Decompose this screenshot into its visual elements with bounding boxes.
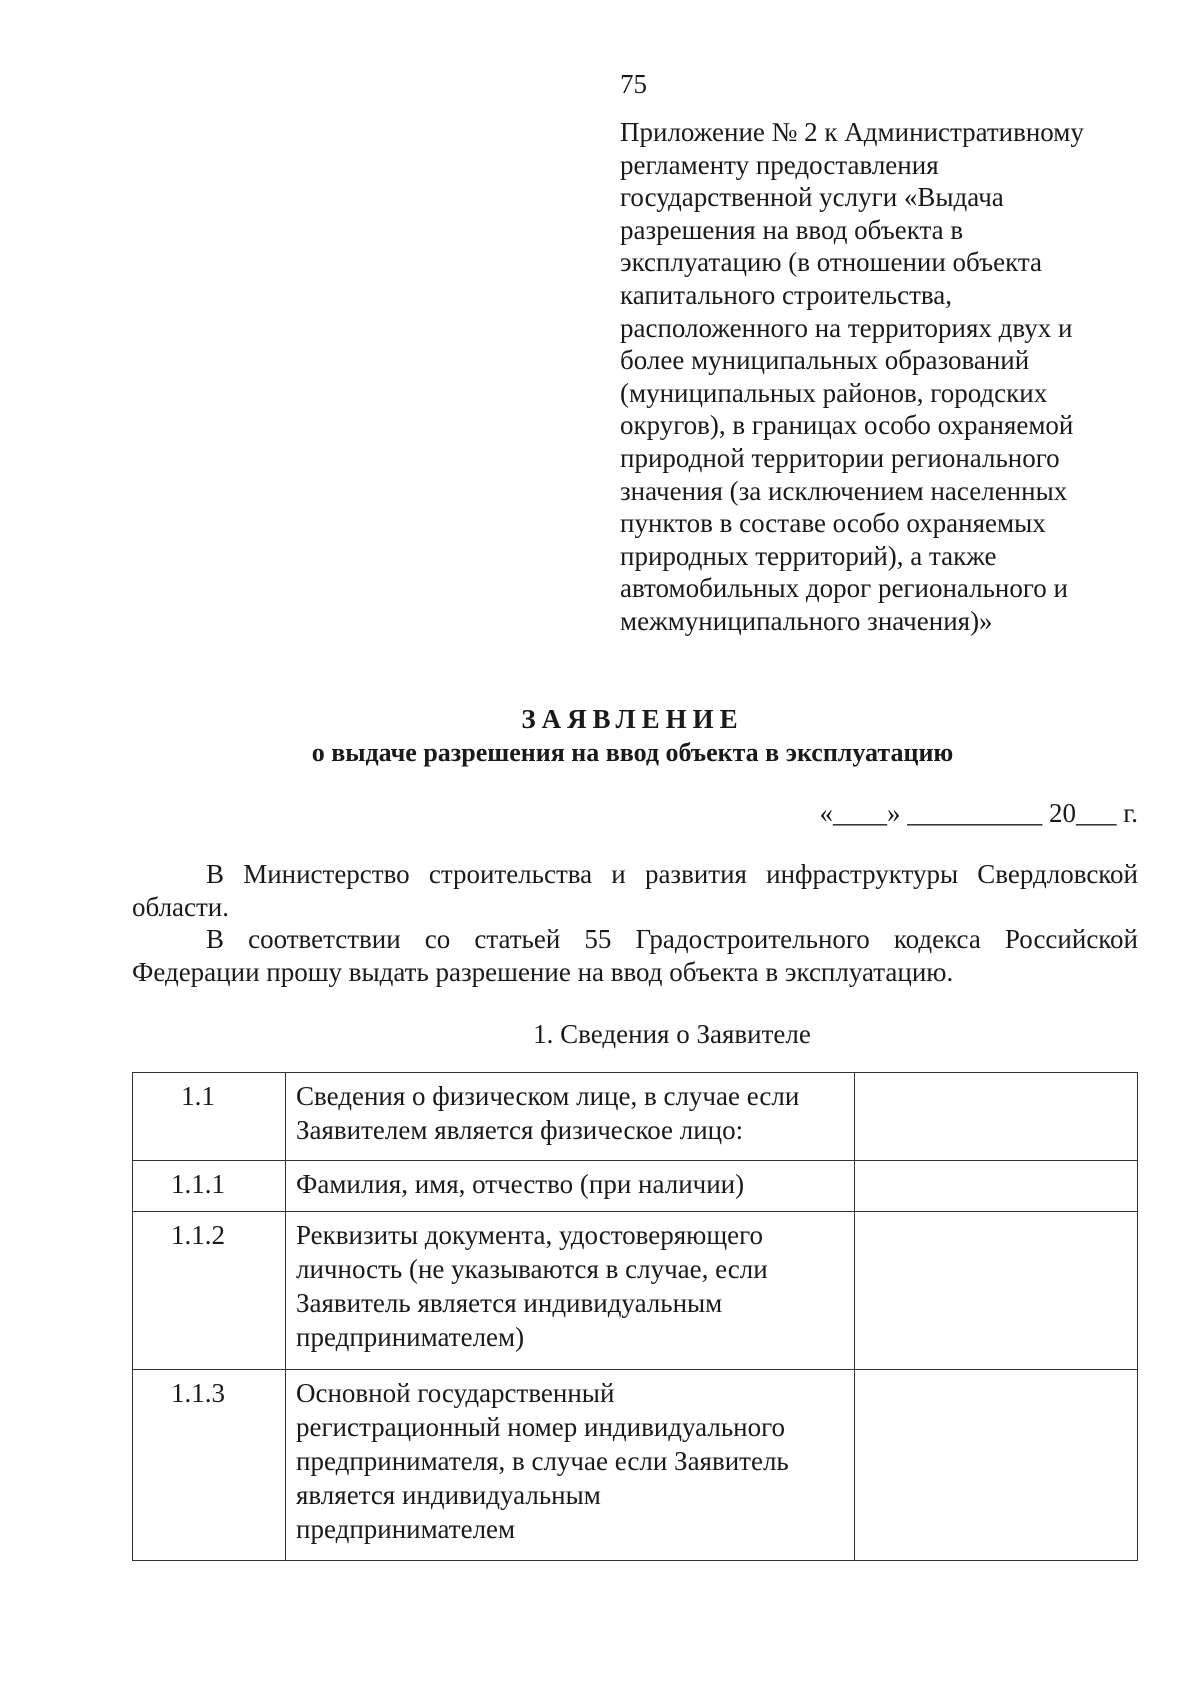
row-description-line: Заявитель является индивидуальным <box>296 1288 723 1318</box>
applicant-info-table <box>132 1072 1138 1561</box>
row-description-line: предпринимателя, в случае если Заявитель <box>296 1446 789 1476</box>
appendix-line: более муниципальных образований <box>620 345 1030 376</box>
appendix-line: разрешения на ввод объекта в <box>620 214 964 245</box>
row-number: 1.1.3 <box>133 1370 286 1561</box>
addressee-paragraph <box>132 858 1138 923</box>
document-title: ЗАЯВЛЕНИЕ <box>521 704 744 734</box>
paragraph-line: В соответствии со статьей 55 Градостроительного кодекса Российской <box>206 924 1138 954</box>
row-description <box>286 1161 855 1212</box>
row-description-line: Основной государственный <box>296 1378 615 1408</box>
row-description-line: Заявителем является физическое лицо: <box>296 1115 744 1145</box>
document-subtitle: о выдаче разрешения на ввод объекта в эксплуатацию <box>311 738 954 767</box>
row-description-line: предпринимателем) <box>296 1322 525 1352</box>
appendix-line: расположенного на территориях двух и <box>620 312 1073 343</box>
paragraph-line: Федерации прошу выдать разрешение на ввод объекта в эксплуатацию. <box>132 956 954 987</box>
appendix-line: государственной услуги «Выдача <box>620 182 1004 213</box>
row-number: 1.1.2 <box>133 1212 286 1370</box>
row-description-line: является индивидуальным <box>296 1480 601 1510</box>
row-value-cell[interactable] <box>855 1212 1138 1370</box>
row-description-line: Фамилия, имя, отчество (при наличии) <box>296 1169 745 1199</box>
appendix-line: пунктов в составе особо охраняемых <box>620 508 1046 539</box>
appendix-line: межмуниципального значения)» <box>620 605 993 636</box>
appendix-line: округов), в границах особо охраняемой <box>620 410 1074 441</box>
row-description-line: Реквизиты документа, удостоверяющего <box>296 1220 763 1250</box>
appendix-note <box>620 116 1140 638</box>
appendix-line: природных территорий), а также <box>620 540 997 571</box>
table-row <box>133 1073 1138 1161</box>
paragraph-line: области. <box>132 891 230 922</box>
appendix-line: природной территории регионального <box>620 442 1060 473</box>
table-row <box>133 1370 1138 1561</box>
row-value-cell[interactable] <box>855 1370 1138 1561</box>
appendix-line: (муниципальных районов, городских <box>620 377 1048 408</box>
page-number: 75 <box>620 69 647 99</box>
row-description-line: регистрационный номер индивидуального <box>296 1412 786 1442</box>
section-heading: 1. Сведения о Заявителе <box>533 1019 811 1049</box>
paragraph-line: В Министерство строительства и развития инфраструктуры Свердловской <box>206 859 1138 889</box>
row-number: 1.1.1 <box>133 1161 286 1212</box>
appendix-line: автомобильных дорог регионального и <box>620 573 1068 604</box>
appendix-line: капитального строительства, <box>620 279 953 310</box>
row-description <box>286 1370 855 1561</box>
row-description-line: предпринимателем <box>296 1514 516 1544</box>
table-row <box>133 1212 1138 1370</box>
appendix-line: значения (за исключением населенных <box>620 475 1068 506</box>
request-paragraph <box>132 923 1138 988</box>
row-description-line: личность (не указываются в случае, если <box>296 1254 768 1284</box>
row-description <box>286 1212 855 1370</box>
row-value-cell[interactable] <box>855 1073 1138 1161</box>
row-description-line: Сведения о физическом лице, в случае если <box>296 1081 800 1111</box>
row-number: 1.1 <box>133 1073 286 1161</box>
appendix-line: регламенту предоставления <box>620 149 939 180</box>
appendix-line: Приложение № 2 к Административному <box>620 117 1084 147</box>
date-field: «____» __________ 20___ г. <box>819 798 1138 828</box>
appendix-line: эксплуатацию (в отношении объекта <box>620 247 1042 278</box>
row-value-cell[interactable] <box>855 1161 1138 1212</box>
row-description <box>286 1073 855 1161</box>
table-row <box>133 1161 1138 1212</box>
